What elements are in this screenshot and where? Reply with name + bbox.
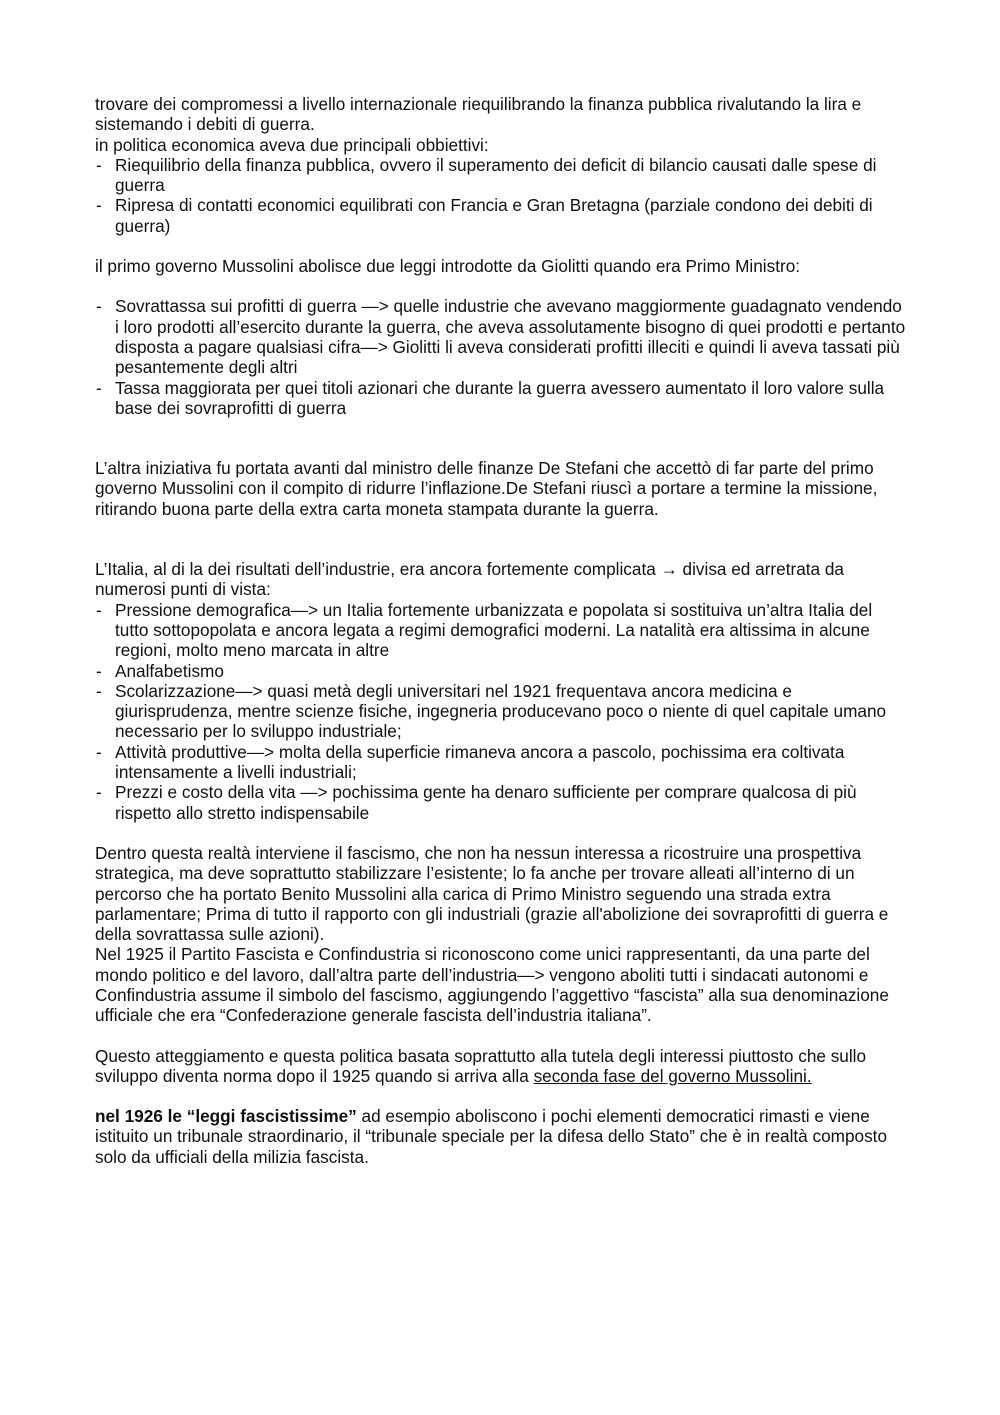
list-item: - Ripresa di contatti economici equilibrati con Francia e Gran Bretagna (parziale condono dei debiti di guerra) bbox=[95, 195, 910, 236]
second-phase-text: Questo atteggiamento e questa politica basata soprattutto alla tutela degli interessi piuttosto che sullo sviluppo diventa norma dopo il 1925 quando si arriva alla bbox=[95, 1045, 867, 1086]
list-item: - Analfabetismo bbox=[95, 661, 910, 681]
spacer bbox=[95, 418, 910, 458]
spacer bbox=[95, 1026, 910, 1046]
second-phase-paragraph bbox=[95, 1046, 910, 1087]
list-item: - Pressione demografica—> un Italia fortemente urbanizzata e popolata si sostituiva un’altra Italia del tutto sottopopolata e ancora legata a regimi demografici moderni. La natalità era altissima in alcune regioni, molto meno marcata in altre bbox=[95, 600, 910, 661]
leggi-fascistissime-text: ad esempio aboliscono i pochi elementi democratici rimasti e viene istituito un tribunale straordinario, il “tribunale speciale per la difesa dello Stato” che è in realtà composto solo da ufficiali della milizia fascista. bbox=[95, 1106, 888, 1167]
list-item: - Sovrattassa sui profitti di guerra —> quelle industrie che avevano maggiormente guadagnato vendendo i loro prodotti all’esercito durante la guerra, che aveva assolutamente bisogno di quei prodotti e pertanto disposta a pagare qualsiasi cifra—> Giolitti li aveva considerati profitti illeciti e quindi li aveva tassati più pesantemente degli altri bbox=[95, 296, 910, 377]
abolished-laws-lead: il primo governo Mussolini abolisce due leggi introdotte da Giolitti quando era Primo Ministro: bbox=[95, 256, 801, 277]
fascism-paragraph: Dentro questa realtà interviene il fascismo, che non ha nessun interessa a ricostruire una prospettiva strategica, ma deve soprattutto stabilizzare l’esistente; lo fa anche per trovare alleati all’interno di un percorso che ha portato Benito Mussolini alla carica di Primo Ministro seguendo una strada extra parlamentare; Prima di tutto il rapporto con gli industriali (grazie all'abolizione dei sovraprofitti di guerra e della sovrattassa sulle azioni). bbox=[95, 842, 889, 945]
leggi-fascistissime-paragraph bbox=[95, 1106, 910, 1167]
list-item: - Attività produttive—> molta della superficie rimaneva ancora a pascolo, pochissima era coltivata intensamente a livelli industriali; bbox=[95, 742, 910, 783]
italy-problems-list bbox=[95, 600, 910, 823]
italy-problems-lead: L’Italia, al di la dei risultati dell’industrie, era ancora fortemente complicata → divisa ed arretrata da numerosi punti di vista: bbox=[95, 559, 844, 600]
leggi-fascistissime-heading: nel 1926 le “leggi fascistissime” bbox=[95, 1106, 357, 1127]
spacer bbox=[95, 276, 910, 296]
second-phase-underlined: seconda fase del governo Mussolini. bbox=[533, 1065, 812, 1086]
intro-paragraph: trovare dei compromessi a livello internazionale riequilibrando la finanza pubblica rivalutando la lira e sistemando i debiti di guerra. bbox=[95, 94, 862, 135]
spacer bbox=[95, 823, 910, 843]
economic-objectives-list bbox=[95, 155, 910, 236]
list-item: - Prezzi e costo della vita —> pochissima gente ha denaro sufficiente per comprare qualcosa di più rispetto allo stretto indispensabile bbox=[95, 782, 910, 823]
list-item: - Riequilibrio della finanza pubblica, ovvero il superamento dei deficit di bilancio causati dalle spese di guerra bbox=[95, 155, 910, 196]
de-stefani-paragraph: L’altra iniziativa fu portata avanti dal ministro delle finanze De Stefani che accettò di far parte del primo governo Mussolini con il compito di ridurre l’inflazione.De Stefani riuscì a portare a termine la missione, ritirando buona parte della extra carta moneta stampata durante la guerra. bbox=[95, 458, 878, 519]
document-page bbox=[95, 94, 910, 1167]
spacer bbox=[95, 519, 910, 559]
list-item: - Scolarizzazione—> quasi metà degli universitari nel 1921 frequentava ancora medicina e giurisprudenza, mentre scienze fisiche, ingegneria producevano poco o niente di quel capitale umano necessario per lo sviluppo industriale; bbox=[95, 681, 910, 742]
confindustria-paragraph: Nel 1925 il Partito Fascista e Confindustria si riconoscono come unici rappresentanti, da una parte del mondo politico e del lavoro, dall’altra parte dell’industria—> vengono aboliti tutti i sindacati autonomi e Confindustria assume il simbolo del fascismo, aggiungendo l’aggettivo “fascista” alla sua denominazione ufficiale che era “Confederazione generale fascista dell’industria italiana”. bbox=[95, 944, 889, 1026]
list-item: - Tassa maggiorata per quei titoli azionari che durante la guerra avessero aumentato il loro valore sulla base dei sovraprofitti di guerra bbox=[95, 378, 910, 419]
spacer bbox=[95, 1086, 910, 1106]
abolished-laws-list bbox=[95, 296, 910, 418]
spacer bbox=[95, 236, 910, 256]
economic-policy-lead: in politica economica aveva due principali obbiettivi: bbox=[95, 134, 489, 155]
